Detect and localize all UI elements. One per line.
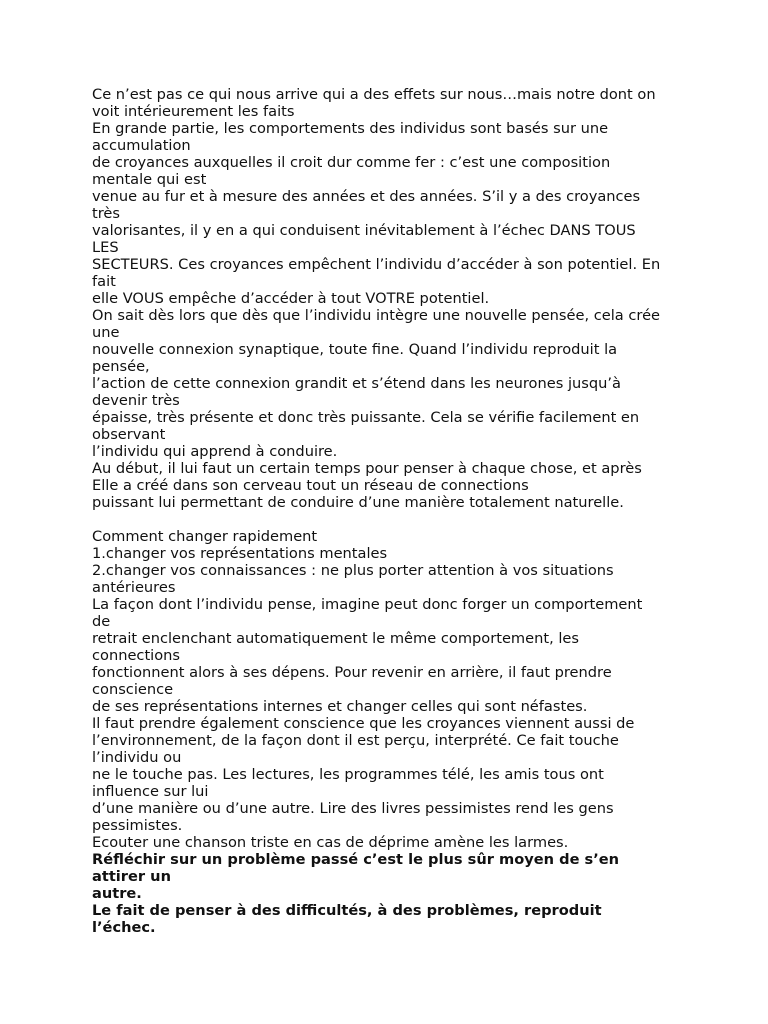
text-line: La façon dont l’individu pense, imagine peut donc forger un comportement <box>92 596 643 613</box>
text-line: devenir très <box>92 392 180 409</box>
text-line: elle VOUS empêche d’accéder à tout VOTRE potentiel. <box>92 290 490 307</box>
text-line: antérieures <box>92 579 176 596</box>
text-line: LES <box>92 239 119 256</box>
text-line: une <box>92 324 120 341</box>
bold-text-line: Le fait de penser à des difficultés, à des problèmes, reproduit <box>92 902 602 919</box>
text-line: de croyances auxquelles il croit dur comme fer : c’est une composition <box>92 154 611 171</box>
text-line: influence sur lui <box>92 783 209 800</box>
text-line: pessimistes. <box>92 817 183 834</box>
text-line: d’une manière ou d’une autre. Lire des livres pessimistes rend les gens <box>92 800 614 817</box>
text-line: En grande partie, les comportements des individus sont basés sur une <box>92 120 609 137</box>
text-line: retrait enclenchant automatiquement le même comportement, les <box>92 630 580 647</box>
text-line: ne le touche pas. Les lectures, les programmes télé, les amis tous ont <box>92 766 604 783</box>
text-line: observant <box>92 426 166 443</box>
list-item: 2.changer vos connaissances : ne plus porter attention à vos situations <box>92 562 614 579</box>
text-line: Elle a créé dans son cerveau tout un réseau de connections <box>92 477 529 494</box>
text-line: fonctionnent alors à ses dépens. Pour revenir en arrière, il faut prendre <box>92 664 612 681</box>
bold-text-line: attirer un <box>92 868 171 885</box>
text-line: connections <box>92 647 181 664</box>
text-line: Il faut prendre également conscience que les croyances viennent aussi de <box>92 715 635 732</box>
paragraph-how-to-change <box>92 528 702 851</box>
bold-text-line: autre. <box>92 885 142 902</box>
text-line: fait <box>92 273 116 290</box>
text-line: venue au fur et à mesure des années et des années. S’il y a des croyances <box>92 188 641 205</box>
text-line: accumulation <box>92 137 191 154</box>
paragraph-spacer <box>92 511 702 528</box>
text-line: pensée, <box>92 358 150 375</box>
bold-text-line: l’échec. <box>92 919 156 936</box>
text-line: conscience <box>92 681 174 698</box>
text-line: valorisantes, il y en a qui conduisent inévitablement à l’échec DANS TOUS <box>92 222 636 239</box>
list-item: 1.changer vos représentations mentales <box>92 545 388 562</box>
text-line: voit intérieurement les faits <box>92 103 295 120</box>
text-line: de <box>92 613 111 630</box>
text-line: On sait dès lors que dès que l’individu intègre une nouvelle pensée, cela crée <box>92 307 661 324</box>
text-line: Ecouter une chanson triste en cas de déprime amène les larmes. <box>92 834 569 851</box>
text-line: l’individu qui apprend à conduire. <box>92 443 338 460</box>
text-line: puissant lui permettant de conduire d’une manière totalement naturelle. <box>92 494 624 511</box>
text-line: l’environnement, de la façon dont il est perçu, interprété. Ce fait touche <box>92 732 619 749</box>
paragraph-beliefs <box>92 86 702 511</box>
text-line: SECTEURS. Ces croyances empêchent l’individu d’accéder à son potentiel. En <box>92 256 661 273</box>
text-line: épaisse, très présente et donc très puissante. Cela se vérifie facilement en <box>92 409 640 426</box>
text-line: mentale qui est <box>92 171 207 188</box>
text-line: nouvelle connexion synaptique, toute fine. Quand l’individu reproduit la <box>92 341 618 358</box>
text-line: Au début, il lui faut un certain temps pour penser à chaque chose, et après <box>92 460 642 477</box>
text-line: de ses représentations internes et changer celles qui sont néfastes. <box>92 698 588 715</box>
bold-text-line: Réfléchir sur un problème passé c’est le plus sûr moyen de s’en <box>92 851 620 868</box>
text-line: Ce n’est pas ce qui nous arrive qui a des effets sur nous…mais notre dont on <box>92 86 656 103</box>
text-line: l’individu ou <box>92 749 182 766</box>
document-body <box>92 86 702 936</box>
section-heading: Comment changer rapidement <box>92 528 318 545</box>
text-line: très <box>92 205 120 222</box>
bold-conclusion <box>92 851 702 936</box>
text-line: l’action de cette connexion grandit et s’étend dans les neurones jusqu’à <box>92 375 621 392</box>
